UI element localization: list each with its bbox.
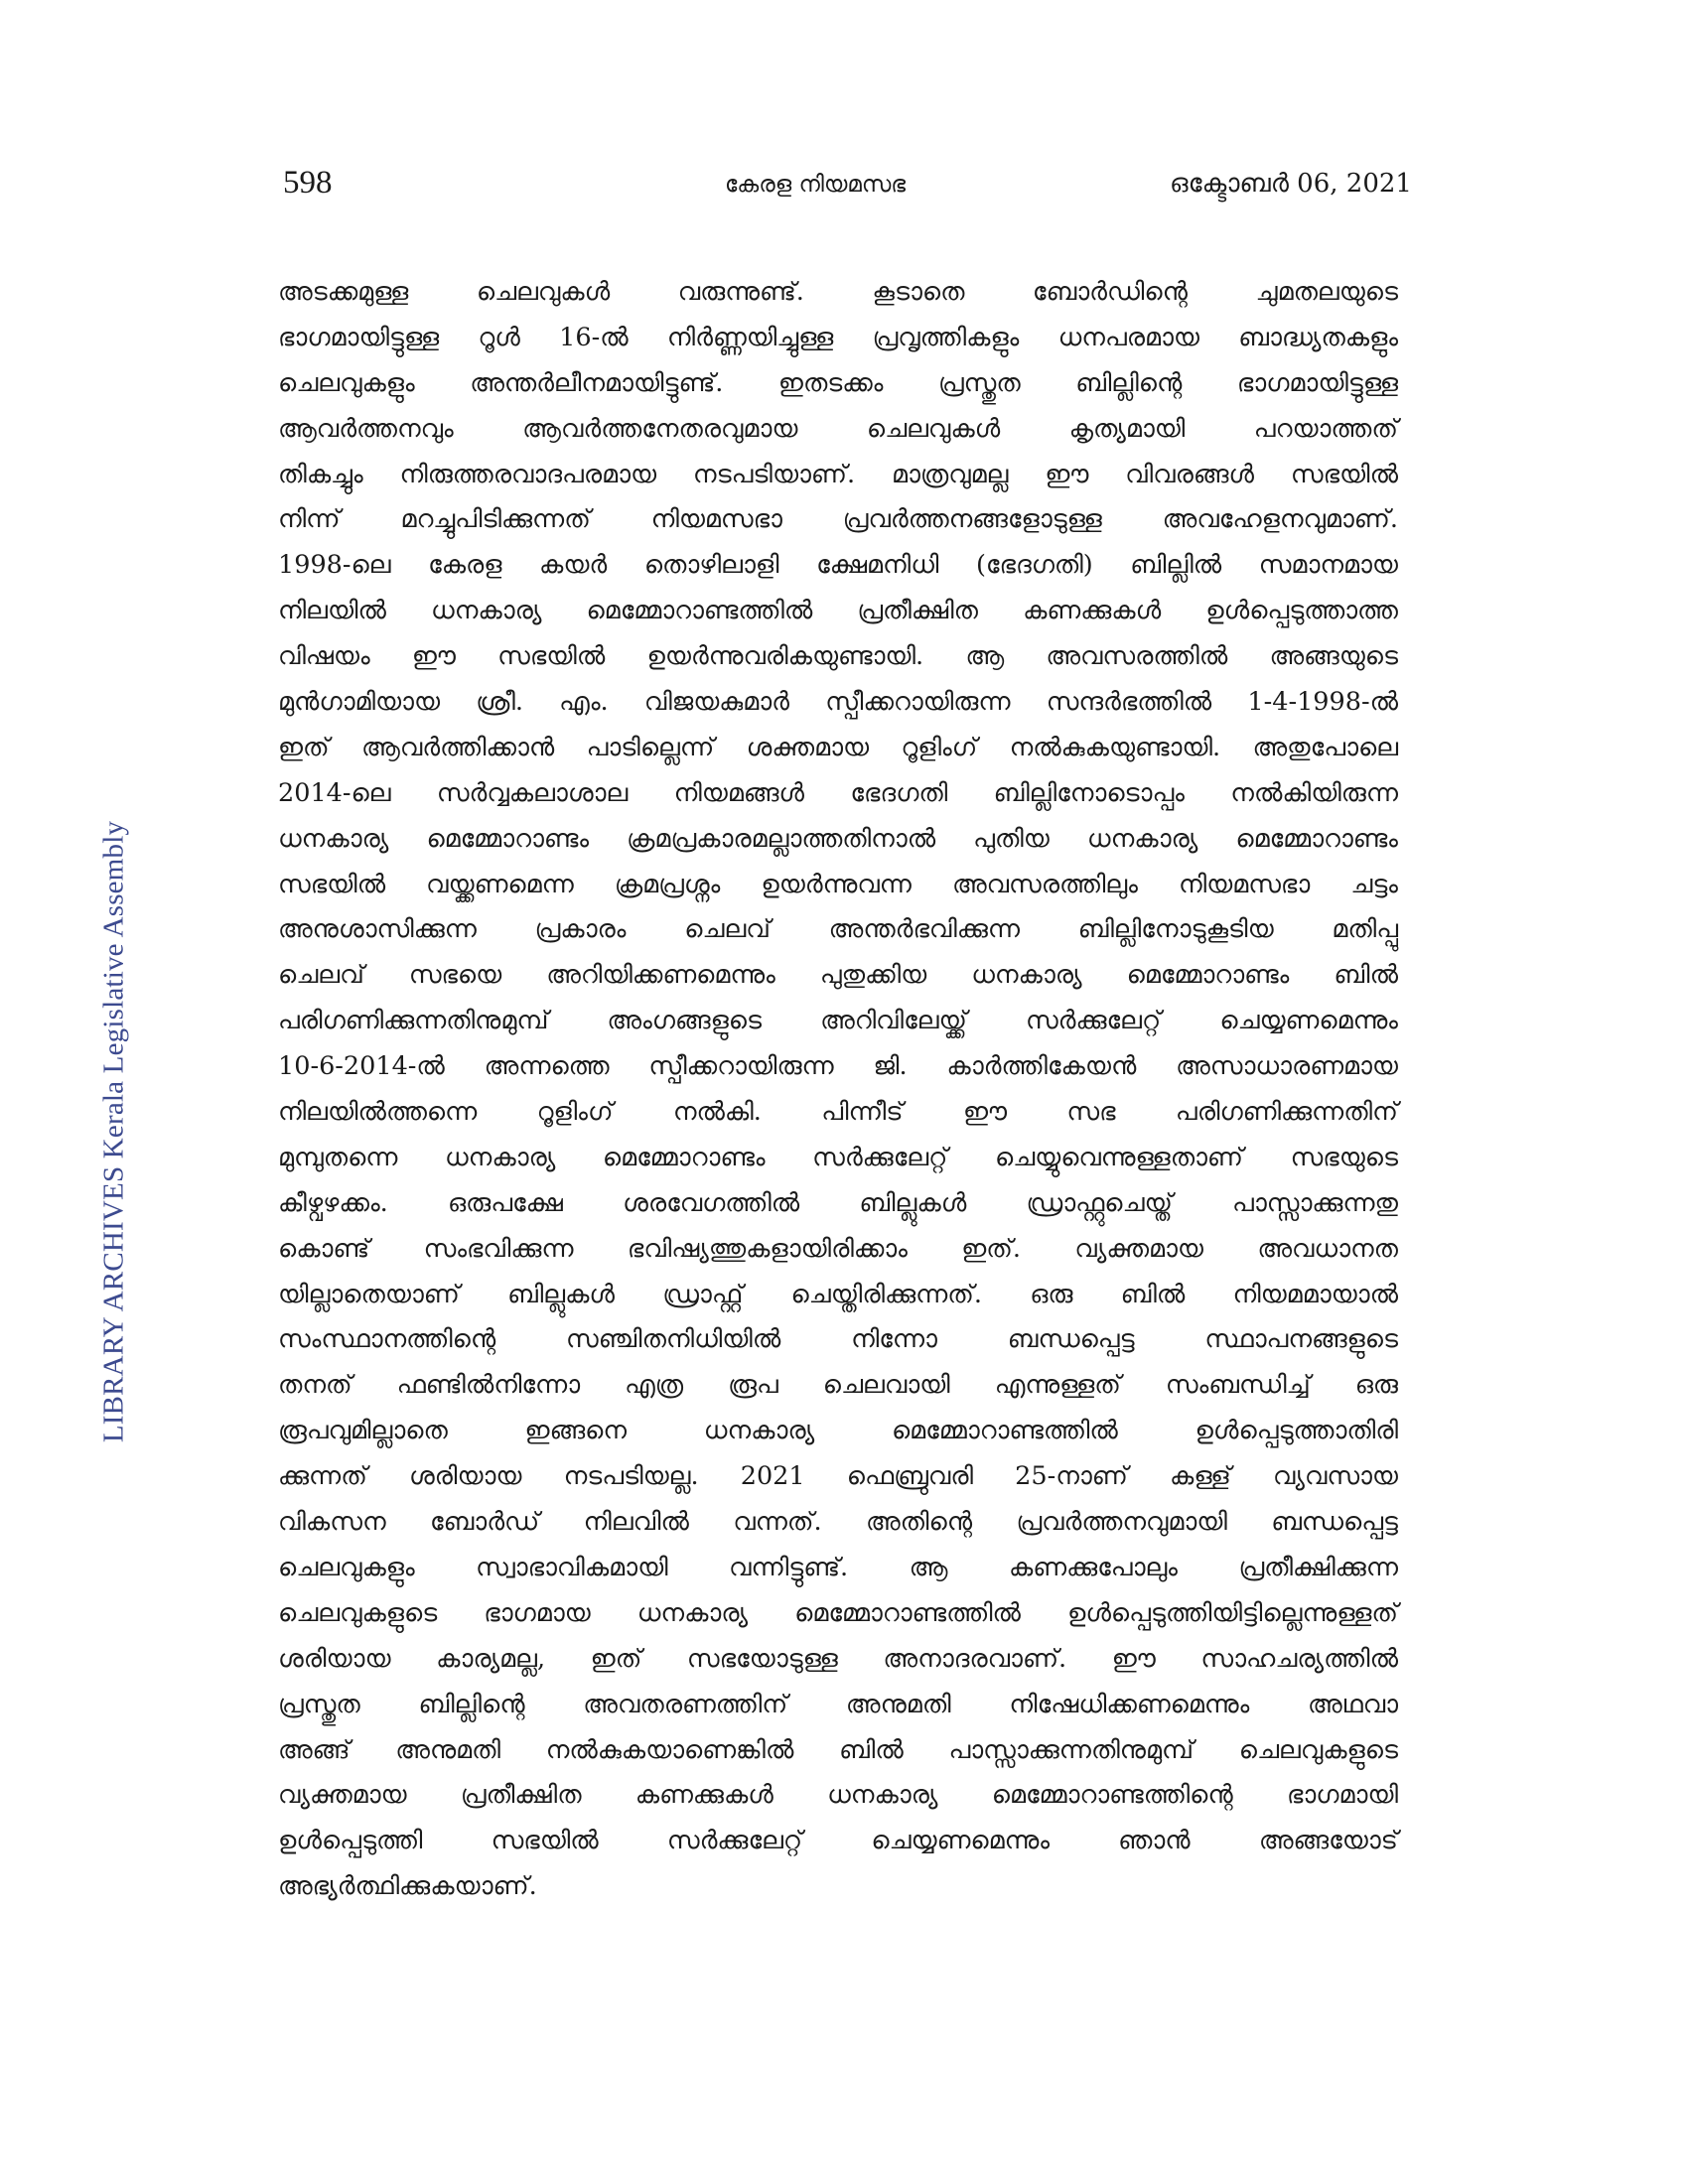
text-line: 10-6-2014-ൽ അന്നത്തെ സ്പീക്കറായിരുന്ന ജി. കാർത്തികേയൻ അസാധാരണമായ	[278, 1051, 1398, 1082]
text-line: സംസ്ഥാനത്തിന്റെ സഞ്ചിതനിധിയിൽ നിന്നോ ബന്ധപ്പെട്ട സ്ഥാപനങ്ങളുടെ	[278, 1324, 1398, 1355]
text-line: നിലയിൽത്തന്നെ റൂളിംഗ് നൽകി. പിന്നീട് ഈ സഭ പരിഗണിക്കുന്നതിന്	[278, 1097, 1398, 1128]
text-line: ഭാഗമായിട്ടുള്ള റൂൾ 16-ൽ നിർണ്ണയിച്ചുള്ള പ്രവൃത്തികളും ധനപരമായ ബാദ്ധ്യതകളും	[278, 322, 1398, 352]
text-line: ആവർത്തനവും ആവർത്തനേതരവുമായ ചെലവുകൾ കൃത്യമായി പറയാത്തത്	[278, 413, 1398, 444]
body-paragraph	[278, 270, 1398, 1910]
text-line: സഭയിൽ വയ്ക്കണമെന്ന ക്രമപ്രശ്നം ഉയർന്നുവന്ന അവസരത്തിലും നിയമസഭാ ചട്ടം	[278, 869, 1398, 899]
text-line: ക്കുന്നത് ശരിയായ നടപടിയല്ല. 2021 ഫെബ്രുവരി 25-നാണ് കള്ള് വ്യവസായ	[278, 1461, 1398, 1492]
text-line: അങ്ങ് അനുമതി നൽകുകയാണെങ്കിൽ ബിൽ പാസ്സാക്കുന്നതിനുമുമ്പ് ചെലവുകളുടെ	[278, 1734, 1398, 1765]
text-line: വികസന ബോർഡ് നിലവിൽ വന്നത്. അതിന്റെ പ്രവർത്തനവുമായി ബന്ധപ്പെട്ട	[278, 1507, 1398, 1538]
text-line: ചെലവ് സഭയെ അറിയിക്കണമെന്നും പുതുക്കിയ ധനകാര്യ മെമ്മോറാണ്ടം ബിൽ	[278, 960, 1398, 991]
text-line: കീഴ്വഴക്കം. ഒരുപക്ഷേ ശരവേഗത്തിൽ ബില്ലുകൾ ഡ്രാഫ്റ്റുചെയ്ത് പാസ്സാക്കുന്നതു	[278, 1187, 1398, 1218]
text-line: വ്യക്തമായ പ്രതീക്ഷിത കണക്കുകൾ ധനകാര്യ മെമ്മോറാണ്ടത്തിന്റെ ഭാഗമായി	[278, 1780, 1398, 1811]
page-number: 598	[283, 165, 333, 201]
text-line: വിഷയം ഈ സഭയിൽ ഉയർന്നുവരികയുണ്ടായി. ആ അവസരത്തിൽ അങ്ങയുടെ	[278, 641, 1398, 672]
text-line: മുൻഗാമിയായ ശ്രീ. എം. വിജയകുമാർ സ്പീക്കറായിരുന്ന സന്ദർഭത്തിൽ 1-4-1998-ൽ	[278, 687, 1398, 718]
text-line: ഉൾപ്പെടുത്തി സഭയിൽ സർക്കുലേറ്റ് ചെയ്യണമെന്നും ഞാൻ അങ്ങയോട്	[278, 1826, 1398, 1856]
text-line: അനുശാസിക്കുന്ന പ്രകാരം ചെലവ് അന്തർഭവിക്കുന്ന ബില്ലിനോടുകൂടിയ മതിപ്പു	[278, 914, 1398, 945]
text-line: ചെലവുകളുടെ ഭാഗമായ ധനകാര്യ മെമ്മോറാണ്ടത്തിൽ ഉൾപ്പെടുത്തിയിട്ടില്ലെന്നുള്ളത്	[278, 1597, 1398, 1628]
text-line: പരിഗണിക്കുന്നതിനുമുമ്പ് അംഗങ്ങളുടെ അറിവിലേയ്ക്ക് സർക്കുലേറ്റ് ചെയ്യണമെന്നും	[278, 1006, 1398, 1036]
text-line: ഇത് ആവർത്തിക്കാൻ പാടില്ലെന്ന് ശക്തമായ റൂളിംഗ് നൽകുകയുണ്ടായി. അതുപോലെ	[278, 732, 1398, 762]
text-line: അടക്കമുള്ള ചെലവുകൾ വരുന്നുണ്ട്. കൂടാതെ ബോർഡിന്റെ ചുമതലയുടെ	[278, 277, 1398, 307]
text-line: തികച്ചും നിരുത്തരവാദപരമായ നടപടിയാണ്. മാത്രവുമല്ല ഈ വിവരങ്ങൾ സഭയിൽ	[278, 459, 1398, 489]
text-line: കൊണ്ട് സംഭവിക്കുന്ന ഭവിഷ്യത്തുകളായിരിക്കാം ഇത്. വ്യക്തമായ അവധാനത	[278, 1233, 1398, 1264]
text-line: പ്രസ്തുത ബില്ലിന്റെ അവതരണത്തിന് അനുമതി നിഷേധിക്കണമെന്നും അഥവാ	[278, 1689, 1398, 1719]
text-line: യില്ലാതെയാണ് ബില്ലുകൾ ഡ്രാഫ്റ്റ് ചെയ്തിരിക്കുന്നത്. ഒരു ബിൽ നിയമമായാൽ	[278, 1279, 1398, 1309]
text-line: ചെലവുകളും സ്വാഭാവികമായി വന്നിട്ടുണ്ട്. ആ കണക്കുപോലും പ്രതീക്ഷിക്കുന്ന	[278, 1552, 1398, 1582]
archive-watermark: LIBRARY ARCHIVES Kerala Legislative Assembly	[97, 820, 130, 1443]
page-header-title: കേരള നിയമസഭ	[725, 172, 907, 198]
text-line: ധനകാര്യ മെമ്മോറാണ്ടം ക്രമപ്രകാരമല്ലാത്തതിനാൽ പുതിയ ധനകാര്യ മെമ്മോറാണ്ടം	[278, 823, 1398, 854]
page-header-date: ഒക്ടോബർ 06, 2021	[1170, 169, 1412, 199]
text-line: 2014-ലെ സർവ്വകലാശാല നിയമങ്ങൾ ഭേദഗതി ബില്ലിനോടൊപ്പം നൽകിയിരുന്ന	[278, 777, 1398, 808]
text-line: തനത് ഫണ്ടിൽനിന്നോ എത്ര രൂപ ചെലവായി എന്നുള്ളത് സംബന്ധിച്ച് ഒരു	[278, 1370, 1398, 1401]
text-line: നിന്ന് മറച്ചുപിടിക്കുന്നത് നിയമസഭാ പ്രവർത്തനങ്ങളോടുള്ള അവഹേളനവുമാണ്.	[278, 504, 1398, 535]
text-line: 1998-ലെ കേരള കയർ തൊഴിലാളി ക്ഷേമനിധി (ഭേദഗതി) ബില്ലിൽ സമാനമായ	[278, 550, 1398, 581]
text-line: നിലയിൽ ധനകാര്യ മെമ്മോറാണ്ടത്തിൽ പ്രതീക്ഷിത കണക്കുകൾ ഉൾപ്പെടുത്താത്ത	[278, 596, 1398, 626]
text-line: മുമ്പുതന്നെ ധനകാര്യ മെമ്മോറാണ്ടം സർക്കുലേറ്റ് ചെയ്യുവെന്നുള്ളതാണ് സഭയുടെ	[278, 1142, 1398, 1172]
text-line: ശരിയായ കാര്യമല്ല, ഇത് സഭയോടുള്ള അനാദരവാണ്. ഈ സാഹചര്യത്തിൽ	[278, 1643, 1398, 1674]
text-line: രൂപവുമില്ലാതെ ഇങ്ങനെ ധനകാര്യ മെമ്മോറാണ്ടത്തിൽ ഉൾപ്പെടുത്താതിരി	[278, 1416, 1398, 1446]
text-line: അഭ്യർത്ഥിക്കുകയാണ്.	[278, 1871, 537, 1902]
text-line: ചെലവുകളും അന്തർലീനമായിട്ടുണ്ട്. ഇതടക്കം പ്രസ്തുത ബില്ലിന്റെ ഭാഗമായിട്ടുള്ള	[278, 367, 1398, 398]
